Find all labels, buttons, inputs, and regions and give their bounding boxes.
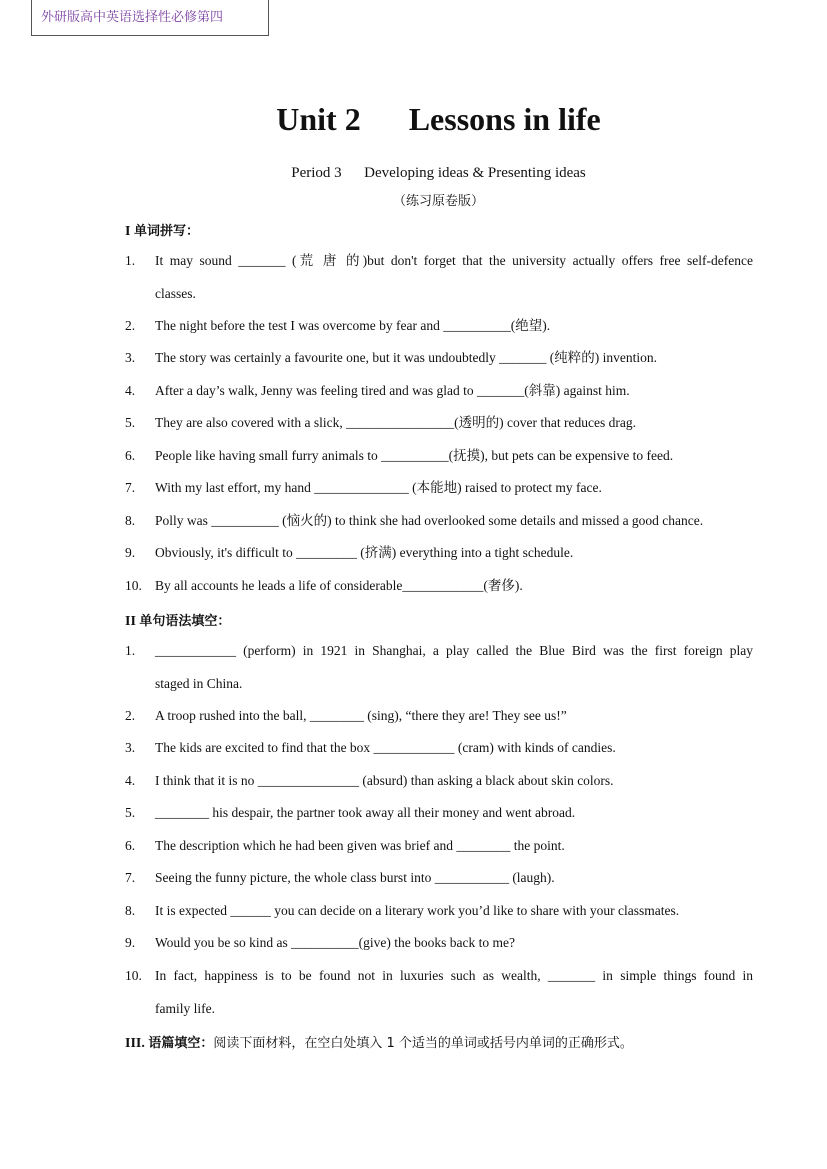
section-3-title: 语篇填空： — [148, 1036, 214, 1051]
s2-q5-text: ________ his despair, the partner took away all their money and went abroad. — [155, 805, 576, 820]
s2-question-3 — [125, 732, 753, 765]
s1-q7-text: With my last effort, my hand ______________ (本能地) raised to protect my face. — [155, 480, 602, 495]
s2-question-2 — [125, 700, 753, 733]
s1-q5-text: They are also covered with a slick, ________________(透明的) cover that reduces drag. — [155, 415, 636, 430]
s1-q3-number: 3. — [125, 350, 136, 365]
s2-question-1 — [125, 635, 753, 700]
s1-q1-text-line2: classes. — [155, 285, 196, 301]
s1-q7-number: 7. — [125, 480, 136, 495]
s2-q9-number: 9. — [125, 935, 136, 950]
header-label: 外研版高中英语选择性必修第四 — [41, 10, 224, 25]
s2-q1-text-line2: staged in China. — [155, 675, 243, 691]
s1-question-3 — [125, 342, 753, 375]
s2-q1-number: 1. — [125, 643, 136, 658]
s1-q9-number: 9. — [125, 545, 136, 560]
s2-q6-number: 6. — [125, 838, 136, 853]
section-3-prefix: III. — [125, 1036, 149, 1051]
page-title: Unit 2 Lessons in life — [276, 101, 601, 137]
s1-q4-number: 4. — [125, 383, 136, 398]
s1-q5-number: 5. — [125, 415, 136, 430]
s1-q10-number: 10. — [125, 578, 142, 593]
s1-question-4 — [125, 375, 753, 408]
section-2-prefix: II — [125, 614, 140, 629]
s1-q3-text: The story was certainly a favourite one, but it was undoubtedly _______ (纯粹的) invention. — [155, 350, 658, 365]
s2-q2-number: 2. — [125, 708, 136, 723]
s1-q8-number: 8. — [125, 513, 136, 528]
s2-q8-number: 8. — [125, 903, 136, 918]
s2-question-5 — [125, 797, 753, 830]
s2-q8-text: It is expected ______ you can decide on a literary work you’d like to share with your classmates. — [155, 903, 680, 918]
section-3-heading — [125, 1032, 633, 1052]
page-subtitle: Period 3 Developing ideas & Presenting ideas — [291, 165, 586, 181]
section-2-title: 单句语法填空： — [139, 614, 231, 629]
s2-q4-text: I think that it is no _______________ (absurd) than asking a black about skin colors. — [155, 773, 614, 788]
s1-q9-text: Obviously, it's difficult to _________ (挤满) everything into a tight schedule. — [155, 545, 574, 560]
s2-q10-number: 10. — [125, 968, 142, 983]
s1-question-8 — [125, 505, 753, 538]
s2-q3-text: The kids are excited to find that the box ____________ (cram) with kinds of candies. — [155, 740, 616, 755]
s2-q6-text: The description which he had been given was brief and ________ the point. — [155, 838, 565, 853]
section-1-heading — [125, 220, 199, 240]
section-2-heading — [125, 610, 230, 630]
s2-q1-text-line1: ____________ (perform) in 1921 in Shanghai, a play called the Blue Bird was the first foreign play — [155, 643, 753, 658]
s2-q7-text: Seeing the funny picture, the whole class burst into ___________ (laugh). — [155, 870, 555, 885]
s1-q8-text: Polly was __________ (恼火的) to think she had overlooked some details and missed a good chance. — [155, 513, 704, 528]
s1-q6-number: 6. — [125, 448, 136, 463]
s2-question-9 — [125, 927, 753, 960]
s2-question-10 — [125, 960, 753, 1025]
s2-q2-text: A troop rushed into the ball, ________ (sing), “there they are! They see us!” — [155, 708, 567, 723]
s1-question-6 — [125, 440, 753, 473]
s2-q3-number: 3. — [125, 740, 136, 755]
header-box — [31, 0, 269, 36]
s2-q4-number: 4. — [125, 773, 136, 788]
s1-question-5 — [125, 407, 753, 440]
s2-question-8 — [125, 895, 753, 928]
s2-question-6 — [125, 830, 753, 863]
s2-q10-text-line1: In fact, happiness is to be found not in luxuries such as wealth, _______ in simple things found in — [155, 968, 753, 983]
s1-question-1 — [125, 245, 753, 310]
s1-question-9 — [125, 537, 753, 570]
s2-q10-text-line2: family life. — [155, 1000, 215, 1016]
s2-q7-number: 7. — [125, 870, 136, 885]
s2-question-7 — [125, 862, 753, 895]
s1-q1-text-line1: It may sound _______ (荒 唐 的)but don't forget that the university actually offers free self-defence — [155, 253, 753, 268]
section-1-prefix: I — [125, 224, 134, 239]
page-subtitle-version: （练习原卷版） — [392, 194, 484, 209]
s2-q5-number: 5. — [125, 805, 136, 820]
s1-q4-text: After a day’s walk, Jenny was feeling tired and was glad to _______(斜靠) against him. — [155, 383, 630, 398]
section-3-instruction: 阅读下面材料，在空白处填入 1 个适当的单词或括号内单词的正确形式。 — [213, 1036, 633, 1051]
s2-question-4 — [125, 765, 753, 798]
section-1-title: 单词拼写： — [133, 224, 199, 239]
s1-q2-number: 2. — [125, 318, 136, 333]
s1-q10-text: By all accounts he leads a life of considerable____________(奢侈). — [155, 578, 523, 593]
s1-q2-text: The night before the test I was overcome by fear and __________(绝望). — [155, 318, 551, 333]
s1-q6-text: People like having small furry animals to __________(抚摸), but pets can be expensive to feed. — [155, 448, 674, 463]
s1-q1-number: 1. — [125, 253, 136, 268]
s1-question-7 — [125, 472, 753, 505]
s2-q9-text: Would you be so kind as __________(give) the books back to me? — [155, 935, 515, 950]
s1-question-10 — [125, 570, 753, 603]
s1-question-2 — [125, 310, 753, 343]
